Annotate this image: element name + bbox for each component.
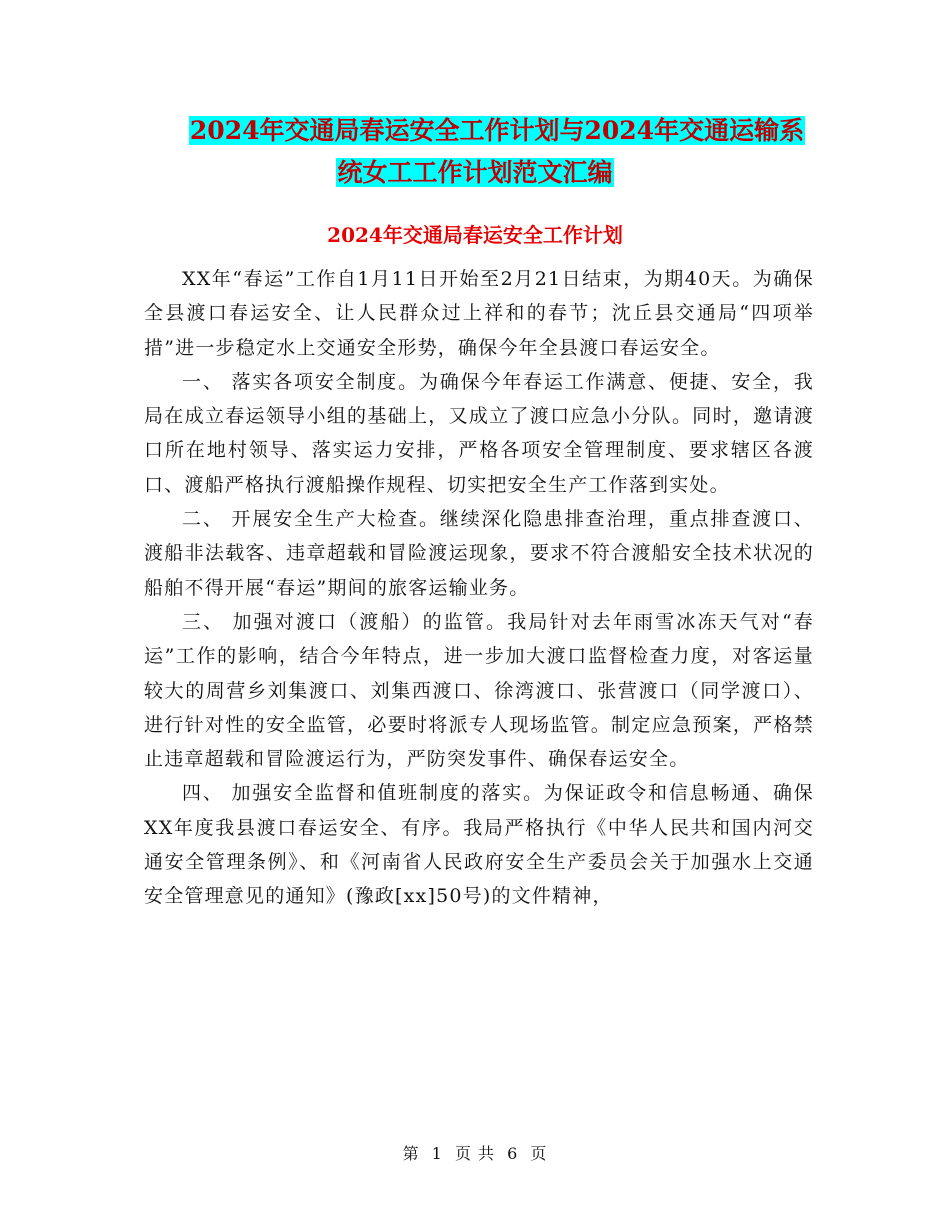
paragraph-intro: XX年“春运”工作自1月11日开始至2月21日结束，为期40天。为确保全县渡口春运安全、让人民群众过上祥和的春节；沈丘县交通局“四项举措”进一步稳定水上交通安全形势，确保今年全县渡口春运安全。 (144, 268, 814, 359)
total-pages-number: 6 (507, 1144, 519, 1163)
document-title-text-1: 2024年交通局春运安全工作计划与2024年交通运输系 (189, 116, 805, 145)
current-page-number: 1 (431, 1144, 443, 1163)
document-body (144, 262, 814, 914)
paragraph-item-1: 一、 落实各项安全制度。为确保今年春运工作满意、便捷、安全，我局在成立春运领导小组的基础上，又成立了渡口应急小分队。同时，邀请渡口所在地村领导、落实运力安排，严格各项安全管理制度、要求辖区各渡口、渡船严格执行渡船操作规程、切实把安全生产工作落到实处。 (144, 370, 814, 496)
footer-prefix: 第 (402, 1144, 420, 1163)
page-footer (0, 1142, 950, 1166)
document-title-text-2: 统女工工作计划范文汇编 (337, 158, 613, 187)
document-title-line-1 (22, 113, 950, 149)
section-title: 2024年交通局春运安全工作计划 (327, 223, 623, 247)
paragraph-item-4: 四、 加强安全监督和值班制度的落实。为保证政令和信息畅通、确保XX年度我县渡口春运安全、有序。我局严格执行《中华人民共和国内河交通安全管理条例》、和《河南省人民政府安全生产委员会关于加强水上交通安全管理意见的通知》(豫政[xx]50号)的文件精神， (144, 782, 814, 908)
paragraph-item-2: 二、 开展安全生产大检查。继续深化隐患排查治理，重点排查渡口、渡船非法载客、违章超载和冒险渡运现象，要求不符合渡船安全技术状况的船舶不得开展“春运”期间的旅客运输业务。 (144, 508, 814, 599)
document-title-line-2 (0, 155, 950, 191)
footer-suffix: 页 (530, 1144, 548, 1163)
paragraph-item-3: 三、 加强对渡口（渡船）的监管。我局针对去年雨雪冰冻天气对“春运”工作的影响，结合今年特点，进一步加大渡口监督检查力度，对客运量较大的周营乡刘集渡口、刘集西渡口、徐湾渡口、张营渡口（同学渡口）、进行针对性的安全监管，必要时将派专人现场监管。制定应急预案，严格禁止违章超载和冒险渡运行为，严防突发事件、确保春运安全。 (144, 610, 814, 771)
footer-middle: 页 共 (454, 1144, 496, 1163)
